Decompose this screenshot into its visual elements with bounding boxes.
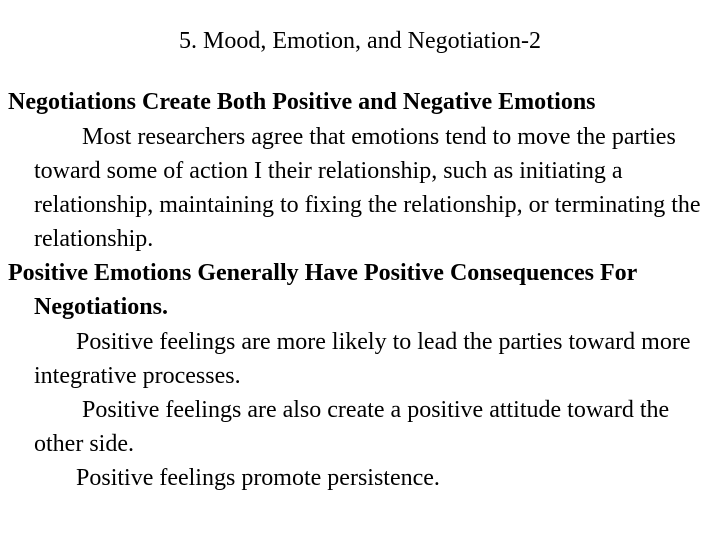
body-paragraph: Positive feelings are also create a positive attitude toward the other side.: [34, 396, 670, 457]
section-heading-negative-positive-emotions: Negotiations Create Both Positive and Negative Emotions: [8, 89, 596, 115]
body-paragraph: Positive feelings are more likely to lead the parties toward more integrative processes.: [34, 328, 691, 389]
body-paragraph: Positive feelings promote persistence.: [76, 464, 440, 491]
slide-body: [8, 85, 714, 495]
section-heading-positive-consequences: Positive Emotions Generally Have Positive Consequences For Negotiations.: [8, 259, 637, 320]
body-paragraph: Most researchers agree that emotions tend to move the parties toward some of action I their relationship, such as initiating a relationship, maintaining to fixing the relationship, or terminating the relationship.: [34, 123, 701, 252]
slide-title: 5. Mood, Emotion, and Negotiation-2: [179, 28, 541, 54]
